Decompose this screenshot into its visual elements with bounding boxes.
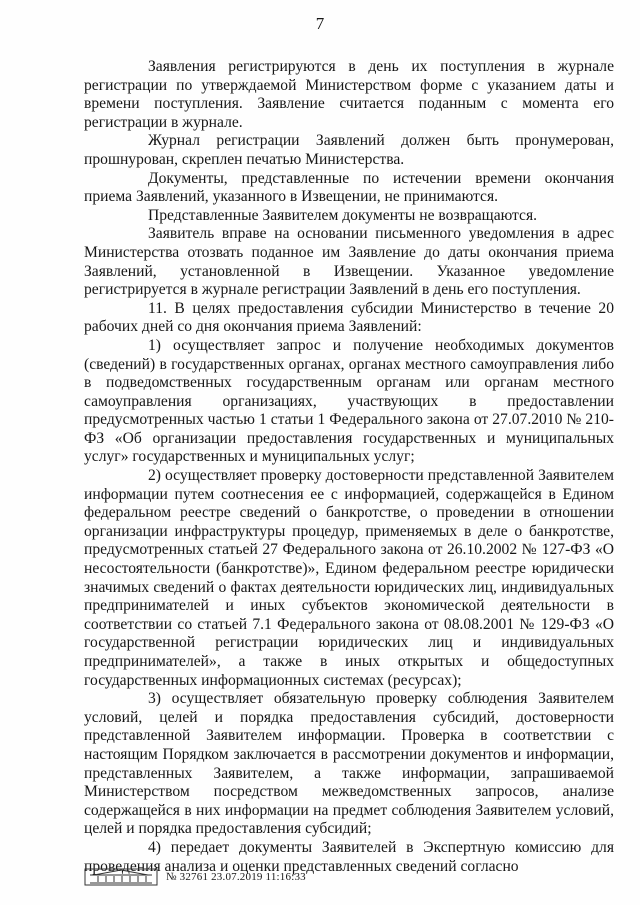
page-number: 7 — [315, 14, 325, 33]
paragraph-subitem-1: 1) осуществляет запрос и получение необходимых документов (сведений) в государственных органах, органах местного самоуправления либо в подведомственных государственным органам или органам местного самоуправления организациях, участвующих в предоставлении предусмотренных частью 1 статьи 1 Федерального закона от 27.07.2010 № 210-ФЗ «Об организации предоставления государственных и муниципальных услуг» государственных и муниципальных услуг; — [84, 336, 614, 466]
footer — [84, 868, 306, 886]
paragraph-late-documents: Документы, представленные по истечении времени окончания приема Заявлений, указанного в Извещении, не принимаются. — [84, 169, 614, 206]
paragraph-subitem-2: 2) осуществляет проверку достоверности представленной Заявителем информации путем соотнесения ее с информацией, содержащейся в Едином федеральном реестре сведений о банкротстве, о проведении в отношении организации инфраструктуры процедур, применяемых в деле о банкротстве, предусмотренных статьей 27 Федерального закона от 26.10.2002 № 127-ФЗ «О несостоятельности (банкротстве)», Едином федеральном реестре юридически значимых сведений о фактах деятельности юридических лиц, индивидуальных предпринимателей и иных субъектов экономической деятельности в соответствии со статьей 7.1 Федерального закона от 08.08.2001 № 129-ФЗ «О государственной регистрации юридических лиц и индивидуальных предпринимателей», а также в иных открытых и общедоступных государственных информационных системах (ресурсах); — [84, 467, 614, 689]
paragraph-item-11: 11. В целях предоставления субсидии Министерство в течение 20 рабочих дней со дня окончания приема Заявлений: — [84, 299, 614, 336]
paragraph-no-return: Представленные Заявителем документы не возвращаются. — [148, 206, 538, 224]
paragraph-registration: Заявления регистрируются в день их поступления в журнале регистрации по утверждаемой Министерством форме с указанием даты и времени поступления. Заявление считается поданным с момента его регистрации в журнале. — [84, 58, 614, 131]
paragraph-journal: Журнал регистрации Заявлений должен быть пронумерован, прошнурован, скреплен печатью Министерства. — [84, 132, 614, 168]
document-body — [84, 58, 614, 876]
paragraph-withdrawal: Заявитель вправе на основании письменного уведомления в адрес Министерства отозвать поданное им Заявление до даты окончания приема Заявлений, установленной в Извещении. Указанное уведомление регистрируется в журнале регистрации Заявлений в день его поступления. — [84, 225, 614, 299]
paragraph-subitem-4: 4) передает документы Заявителей в Экспертную комиссию для проведения анализа и оценки представленных сведений согласно — [84, 838, 614, 875]
paragraph-subitem-3: 3) осуществляет обязательную проверку соблюдения Заявителем условий, целей и порядка предоставления субсидий, достоверности представленной Заявителем информации. Проверка в соответствии с настоящим Порядком заключается в рассмотрении документов и информации, представленных Заявителем, а также информации, запрашиваемой Министерством посредством межведомственных запросов, анализе содержащейся в них информации на предмет соблюдения Заявителем условий, целей и порядка предоставления субсидий; — [84, 690, 614, 838]
building-stamp-icon — [84, 868, 158, 886]
document-reference: № 32761 23.07.2019 11:16:33 — [166, 871, 306, 883]
